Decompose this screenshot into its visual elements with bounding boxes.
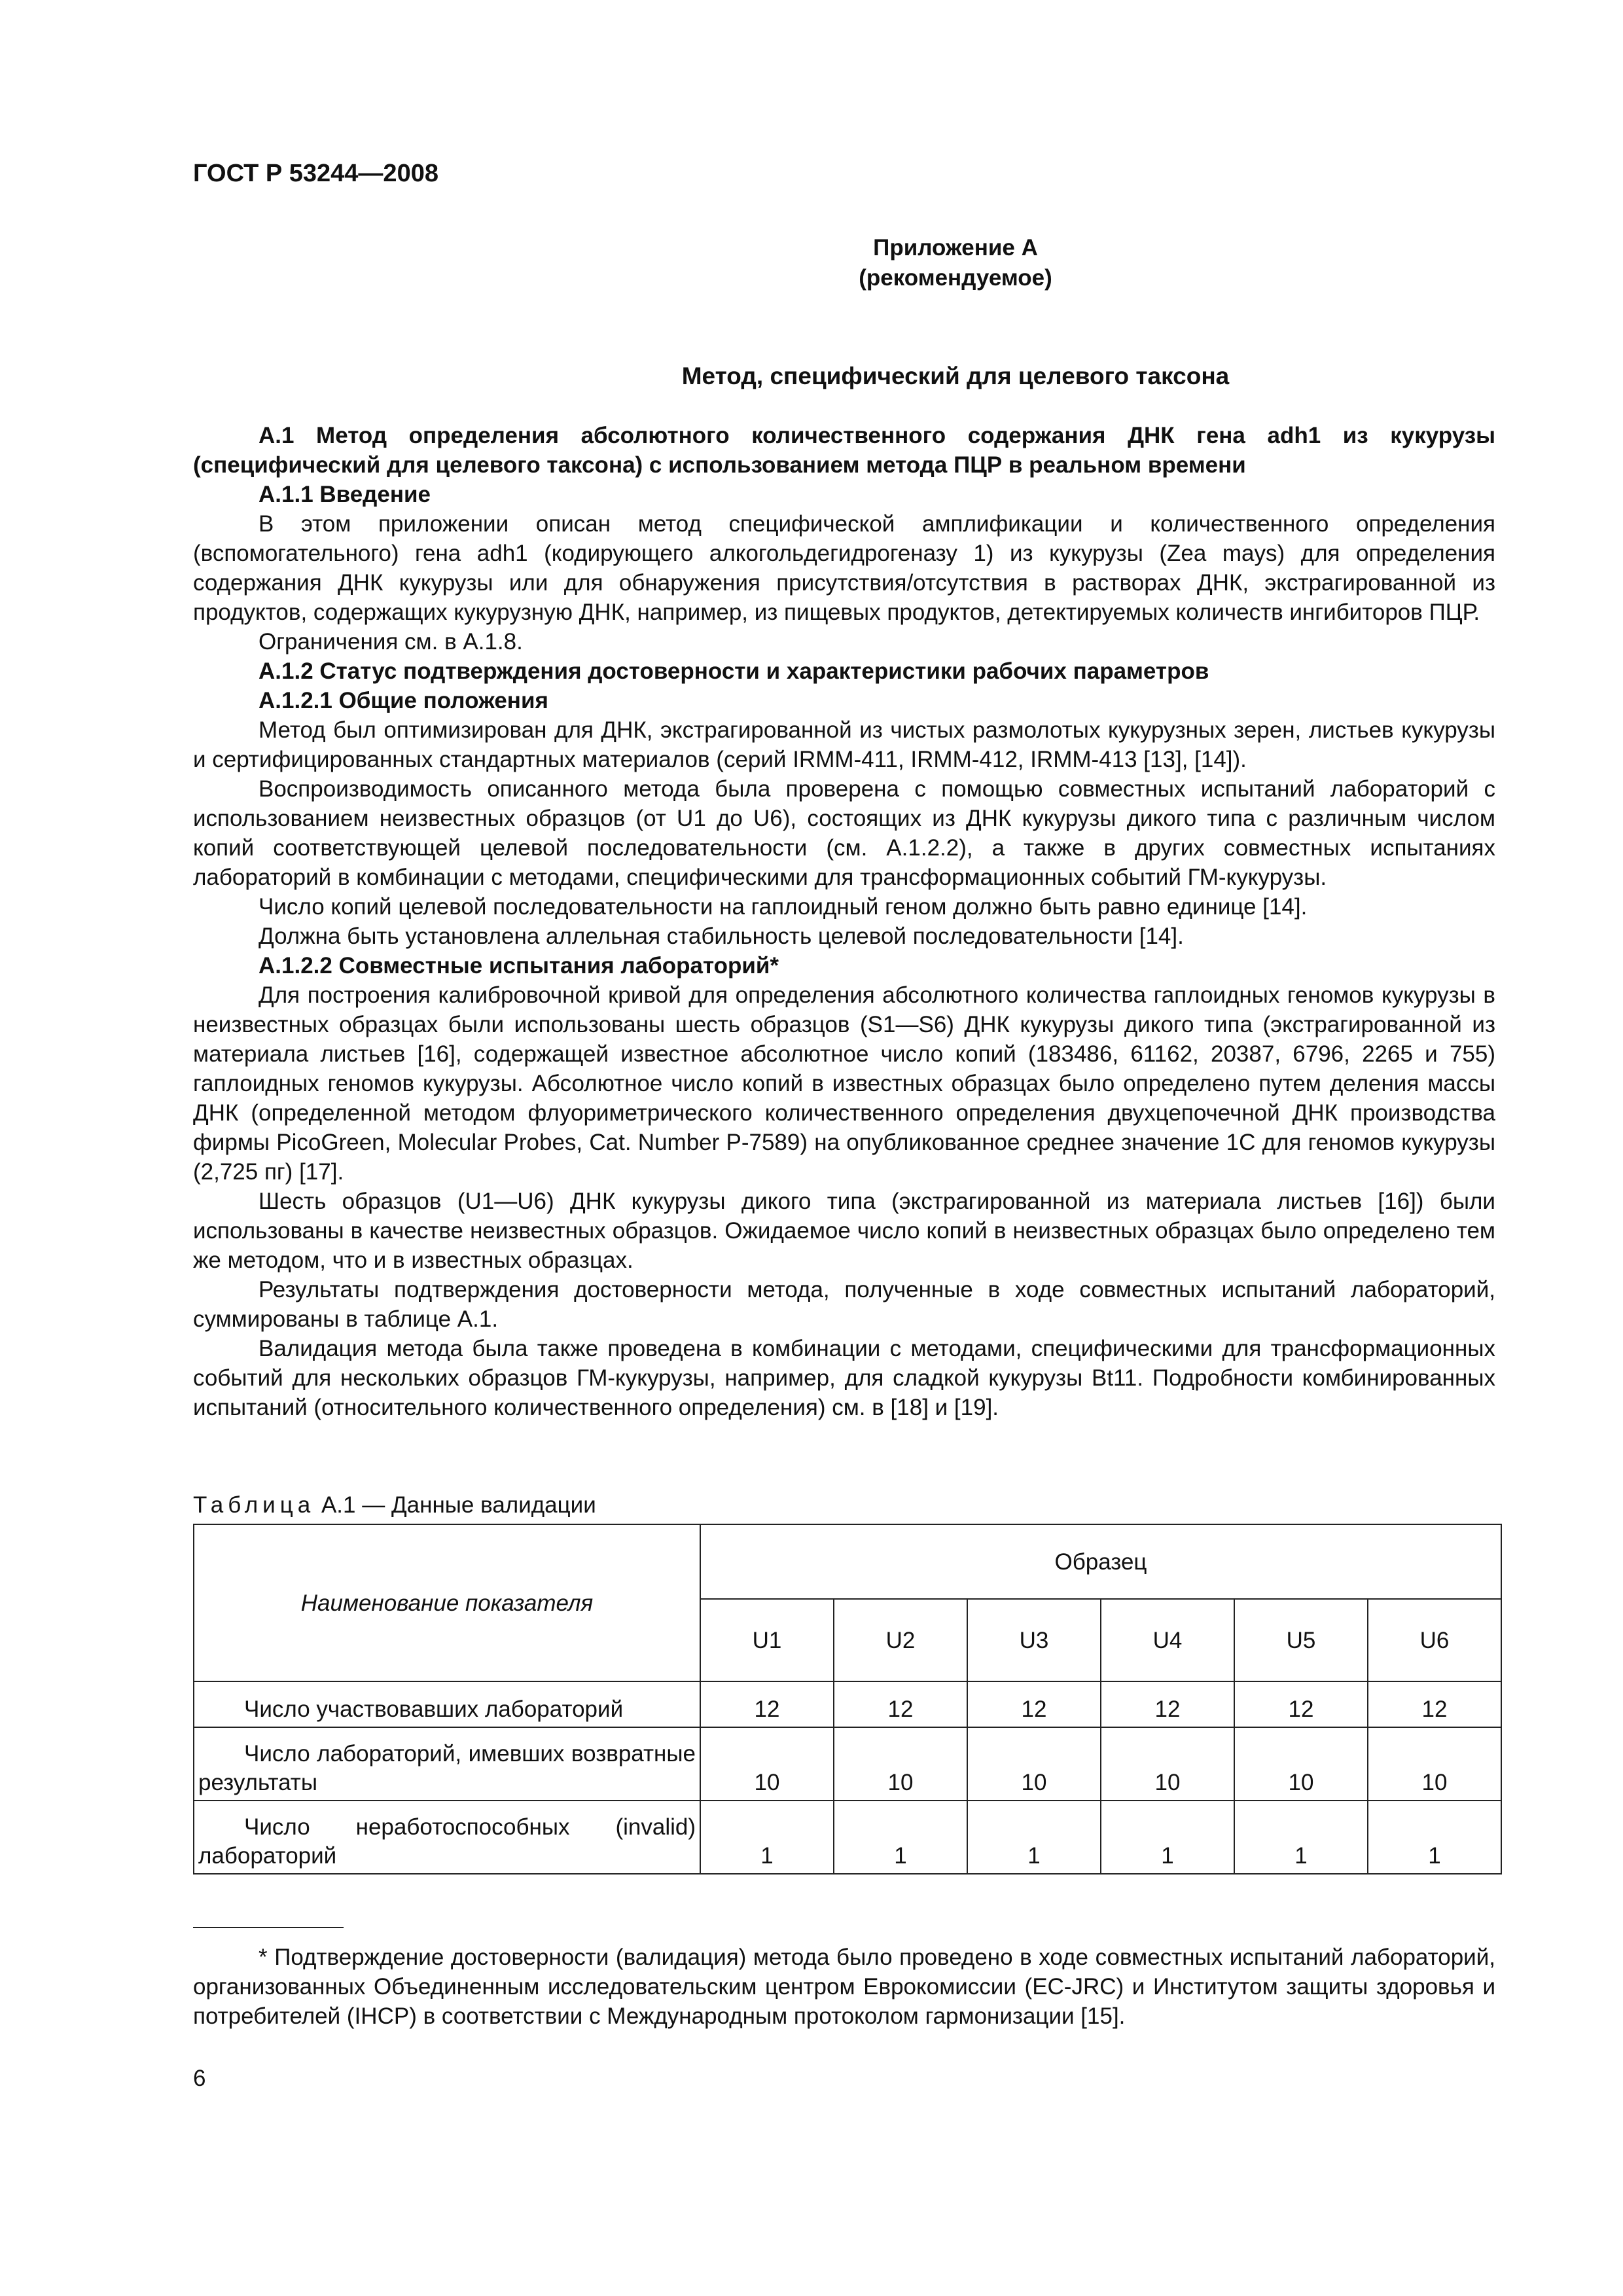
- table-cell: 1: [1234, 1801, 1368, 1874]
- paragraph: Результаты подтверждения достоверности метода, полученные в ходе совместных испытаний лабораторий, суммированы в таблице А.1.: [193, 1277, 1495, 1332]
- table-cell: 1: [1101, 1801, 1234, 1874]
- column-group-header-sample: Образец: [700, 1524, 1501, 1599]
- column-header: U5: [1234, 1599, 1368, 1681]
- row-label: Число участвовавших лабораторий: [194, 1681, 700, 1727]
- table-cell: 10: [834, 1727, 967, 1801]
- row-label: Число лабораторий, имевших возвратные результаты: [194, 1727, 700, 1801]
- table-row: [194, 1681, 1501, 1727]
- table-cell: 10: [700, 1727, 834, 1801]
- section-a122-heading: А.1.2.2 Совместные испытания лабораторий*: [259, 953, 779, 978]
- annex-heading: [193, 233, 1495, 293]
- column-header: U4: [1101, 1599, 1234, 1681]
- footnote-divider: [193, 1927, 344, 1928]
- table-cell: 12: [1234, 1681, 1368, 1727]
- paragraph: Ограничения см. в А.1.8.: [259, 629, 523, 655]
- validation-table: [193, 1524, 1502, 1874]
- column-header: U3: [967, 1599, 1101, 1681]
- column-header: U2: [834, 1599, 967, 1681]
- table-cell: 12: [1101, 1681, 1234, 1727]
- table-cell: 1: [834, 1801, 967, 1874]
- table-caption-text: А.1 — Данные валидации: [315, 1492, 596, 1518]
- document-page: [193, 157, 1495, 2093]
- table-cell: 1: [967, 1801, 1101, 1874]
- paragraph: Метод был оптимизирован для ДНК, экстрагированной из чистых размолотых кукурузных зерен, листьев кукурузы и сертифицированных стандартных материалов (серий IRMM-411, IRMM-412, IRMM-413 [13], [14]).: [193, 717, 1495, 772]
- footnote: * Подтверждение достоверности (валидация) метода было проведено в ходе совместных испытаний лабораторий, организованных Объединенным исследовательским центром Еврокомиссии (EC-JRC) и Институтом защиты здоровья и потребителей (IHCP) в соответствии с Международным протоколом гармонизации [15].: [193, 1945, 1495, 2029]
- column-header: U1: [700, 1599, 834, 1681]
- annex-status: (рекомендуемое): [859, 265, 1052, 291]
- table-cell: 1: [1368, 1801, 1501, 1874]
- section-a121-heading: А.1.2.1 Общие положения: [259, 688, 548, 713]
- table-cell: 12: [834, 1681, 967, 1727]
- paragraph: Валидация метода была также проведена в комбинации с методами, специфическими для трансформационных событий для нескольких образцов ГМ-кукурузы, например, для сладкой кукурузы Bt11. Подробности комбинированных испытаний (относительного количественного определения) см. в [18] и [19].: [193, 1336, 1495, 1420]
- body-text: [193, 421, 1495, 1422]
- paragraph: Для построения калибровочной кривой для определения абсолютного количества гаплоидных геномов кукурузы в неизвестных образцах были использованы шесть образцов (S1—S6) ДНК кукурузы дикого типа (экстрагированной из материала листьев [16], содержащей известное абсолютное число копий (183486, 61162, 20387, 6796, 2265 и 755) гаплоидных геномов кукурузы. Абсолютное число копий в известных образцах было определено путем деления массы ДНК (определенной методом флуориметрического количественного определения двухцепочечной ДНК производства фирмы PicoGreen, Molecular Probes, Cat. Number P-7589) на опубликованное среднее значение 1С для геномов кукурузы (2,725 пг) [17].: [193, 982, 1495, 1185]
- method-title: Метод, специфический для целевого таксона: [681, 363, 1230, 389]
- section-a12-heading: А.1.2 Статус подтверждения достоверности и характеристики рабочих параметров: [259, 658, 1209, 684]
- paragraph: Шесть образцов (U1—U6) ДНК кукурузы дикого типа (экстрагированной из материала листьев [16]) были использованы в качестве неизвестных образцов. Ожидаемое число копий в неизвестных образцах было определено тем же методом, что и в известных образцах.: [193, 1189, 1495, 1273]
- paragraph: Должна быть установлена аллельная стабильность целевой последовательности [14].: [259, 924, 1184, 949]
- table-caption: [193, 1490, 1495, 1520]
- paragraph: Воспроизводимость описанного метода была проверена с помощью совместных испытаний лабораторий с использованием неизвестных образцов (от U1 до U6), состоящих из ДНК кукурузы дикого типа с различным числом копий соответствующей целевой последовательности (см. А.1.2.2), а также в других совместных испытаниях лабораторий в комбинации с методами, специфическими для трансформационных событий ГМ-кукурузы.: [193, 776, 1495, 890]
- table-cell: 10: [1368, 1727, 1501, 1801]
- paragraph: Число копий целевой последовательности на гаплоидный геном должно быть равно единице [14].: [259, 894, 1308, 920]
- section-a11-heading: А.1.1 Введение: [259, 482, 431, 507]
- table-cell: 1: [700, 1801, 834, 1874]
- document-code: ГОСТ Р 53244—2008: [193, 160, 438, 187]
- table-cell: 10: [1101, 1727, 1234, 1801]
- section-a1-heading: А.1 Метод определения абсолютного количественного содержания ДНК гена adh1 из кукурузы (специфический для целевого таксона) с использованием метода ПЦР в реальном времени: [193, 423, 1495, 478]
- column-header-indicator: Наименование показателя: [194, 1524, 700, 1681]
- table-row: [194, 1801, 1501, 1874]
- table-row: [194, 1727, 1501, 1801]
- table-cell: 12: [700, 1681, 834, 1727]
- table-cell: 12: [967, 1681, 1101, 1727]
- row-label: Число неработоспособных (invalid) лабораторий: [194, 1801, 700, 1874]
- paragraph: В этом приложении описан метод специфической амплификации и количественного определения (вспомогательного) гена adh1 (кодирующего алкогольдегидрогеназу 1) из кукурузы (Zea mays) для определения содержания ДНК кукурузы или для обнаружения присутствия/отсутствия в растворах ДНК, экстрагированной из продуктов, содержащих кукурузную ДНК, например, из пищевых продуктов, детектируемых количеств ингибиторов ПЦР.: [193, 511, 1495, 625]
- annex-title: Приложение А: [873, 235, 1038, 260]
- table-caption-word: Таблица: [193, 1492, 315, 1518]
- column-header: U6: [1368, 1599, 1501, 1681]
- table-cell: 10: [1234, 1727, 1368, 1801]
- table-cell: 12: [1368, 1681, 1501, 1727]
- page-number: 6: [193, 2066, 206, 2091]
- table-cell: 10: [967, 1727, 1101, 1801]
